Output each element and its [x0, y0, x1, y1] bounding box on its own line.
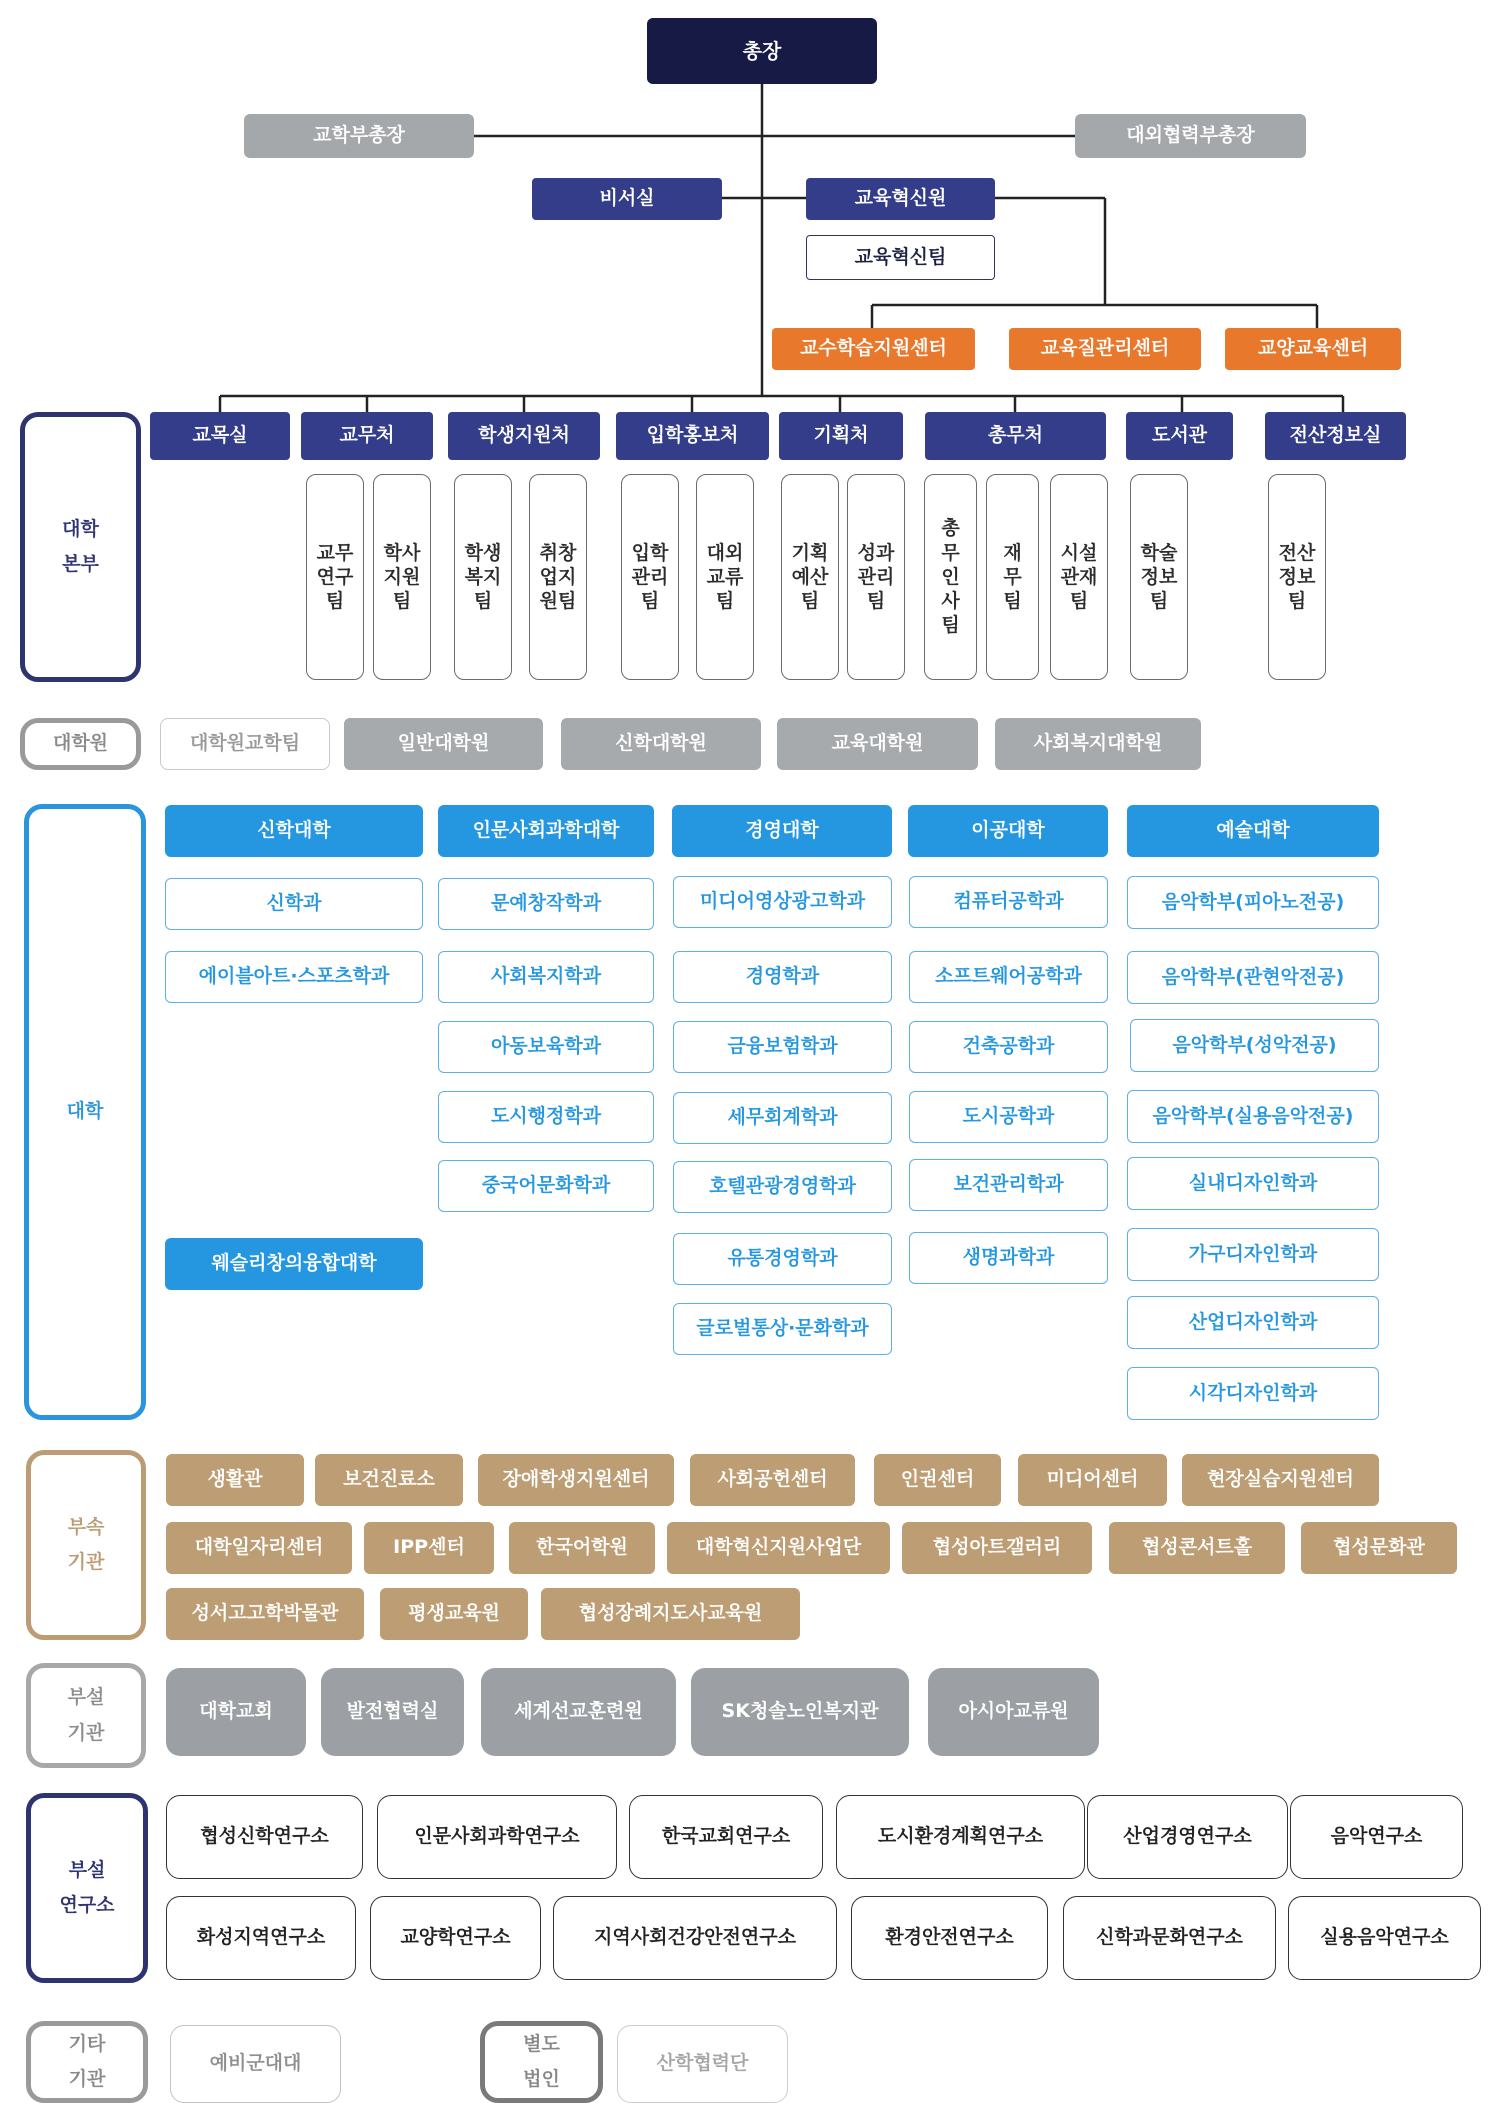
team-box[interactable]: 전산정보팀 [1268, 474, 1326, 680]
affiliated-box[interactable]: IPP센터 [364, 1522, 494, 1574]
institute-box[interactable]: 교양학연구소 [370, 1896, 541, 1980]
attached-box[interactable]: 아시아교류원 [928, 1668, 1099, 1756]
attached-box[interactable]: SK청솔노인복지관 [691, 1668, 909, 1756]
academic-vice-president-box[interactable]: 교학부총장 [244, 114, 474, 158]
graduate-school-box[interactable]: 일반대학원 [344, 718, 543, 770]
department-box[interactable]: 글로벌통상·문화학과 [673, 1303, 892, 1355]
graduate-school-box[interactable]: 사회복지대학원 [995, 718, 1201, 770]
section-graduate: 대학원 [20, 718, 141, 770]
team-box[interactable]: 기획예산팀 [781, 474, 839, 680]
department-box[interactable]: 아동보육학과 [438, 1021, 654, 1073]
affiliated-box[interactable]: 생활관 [166, 1454, 304, 1506]
team-box[interactable]: 총무인사팀 [924, 474, 977, 680]
institute-box[interactable]: 음악연구소 [1290, 1795, 1463, 1879]
affiliated-box[interactable]: 미디어센터 [1018, 1454, 1167, 1506]
institute-box[interactable]: 도시환경계획연구소 [836, 1795, 1085, 1879]
institute-box[interactable]: 환경안전연구소 [851, 1896, 1048, 1980]
office-box[interactable]: 교무처 [301, 412, 433, 460]
center-box[interactable]: 교육질관리센터 [1009, 328, 1201, 370]
department-box[interactable]: 실내디자인학과 [1127, 1157, 1379, 1210]
department-box[interactable]: 미디어영상광고학과 [673, 876, 892, 928]
attached-box[interactable]: 발전협력실 [321, 1668, 464, 1756]
section-separate: 별도 법인 [480, 2021, 603, 2103]
department-box[interactable]: 보건관리학과 [909, 1159, 1108, 1211]
department-box[interactable]: 경영학과 [673, 951, 892, 1003]
affiliated-box[interactable]: 대학일자리센터 [166, 1522, 352, 1574]
affiliated-box[interactable]: 협성장례지도사교육원 [541, 1588, 800, 1640]
college-box[interactable]: 인문사회과학대학 [438, 805, 654, 857]
office-box[interactable]: 총무처 [925, 412, 1106, 460]
edu-innovation-institute-box[interactable]: 교육혁신원 [806, 178, 995, 220]
department-box[interactable]: 음악학부(성악전공) [1130, 1019, 1379, 1072]
affiliated-box[interactable]: 성서고고학박물관 [166, 1588, 364, 1640]
department-box[interactable]: 사회복지학과 [438, 951, 654, 1003]
section-other: 기타 기관 [26, 2021, 148, 2103]
graduate-school-box[interactable]: 신학대학원 [561, 718, 761, 770]
center-box[interactable]: 교수학습지원센터 [772, 328, 975, 370]
convergence-college-box[interactable]: 웨슬리창의융합대학 [165, 1238, 423, 1290]
institute-box[interactable]: 지역사회건강안전연구소 [553, 1896, 837, 1980]
affiliated-box[interactable]: 현장실습지원센터 [1182, 1454, 1379, 1506]
affiliated-box[interactable]: 인권센터 [874, 1454, 1001, 1506]
college-box[interactable]: 이공대학 [908, 805, 1108, 857]
team-box[interactable]: 취창업지원팀 [529, 474, 587, 680]
team-box[interactable]: 재무팀 [986, 474, 1039, 680]
affiliated-box[interactable]: 협성콘서트홀 [1109, 1522, 1285, 1574]
attached-box[interactable]: 대학교회 [166, 1668, 306, 1756]
team-box[interactable]: 학생복지팀 [454, 474, 512, 680]
college-box[interactable]: 신학대학 [165, 805, 423, 857]
department-box[interactable]: 금융보험학과 [673, 1021, 892, 1073]
affiliated-box[interactable]: 대학혁신지원사업단 [667, 1522, 890, 1574]
department-box[interactable]: 산업디자인학과 [1127, 1296, 1379, 1349]
section-institutes: 부설 연구소 [26, 1793, 148, 1983]
department-box[interactable]: 소프트웨어공학과 [909, 951, 1108, 1003]
graduate-admin-team-box[interactable]: 대학원교학팀 [160, 718, 330, 770]
affiliated-box[interactable]: 평생교육원 [380, 1588, 528, 1640]
external-vice-president-box[interactable]: 대외협력부총장 [1075, 114, 1306, 158]
college-box[interactable]: 경영대학 [672, 805, 892, 857]
center-box[interactable]: 교양교육센터 [1225, 328, 1401, 370]
section-colleges: 대학 [24, 804, 146, 1420]
president-box[interactable]: 총장 [647, 18, 877, 84]
department-box[interactable]: 음악학부(피아노전공) [1127, 876, 1379, 929]
department-box[interactable]: 음악학부(실용음악전공) [1127, 1090, 1379, 1143]
affiliated-box[interactable]: 협성문화관 [1301, 1522, 1457, 1574]
team-box[interactable]: 교무연구팀 [306, 474, 364, 680]
department-box[interactable]: 도시행정학과 [438, 1091, 654, 1143]
team-box[interactable]: 학사지원팀 [373, 474, 431, 680]
institute-box[interactable]: 한국교회연구소 [629, 1795, 823, 1879]
department-box[interactable]: 가구디자인학과 [1127, 1228, 1379, 1281]
college-box[interactable]: 예술대학 [1127, 805, 1379, 857]
department-box[interactable]: 문예창작학과 [438, 878, 654, 930]
industry-cooperation-box[interactable]: 산학협력단 [617, 2025, 788, 2103]
edu-innovation-team-box[interactable]: 교육혁신팀 [806, 235, 995, 280]
institute-box[interactable]: 인문사회과학연구소 [377, 1795, 617, 1879]
office-box[interactable]: 기획처 [779, 412, 903, 460]
affiliated-box[interactable]: 장애학생지원센터 [478, 1454, 674, 1506]
team-box[interactable]: 시설관재팀 [1050, 474, 1108, 680]
graduate-school-box[interactable]: 교육대학원 [777, 718, 978, 770]
institute-box[interactable]: 협성신학연구소 [166, 1795, 363, 1879]
department-box[interactable]: 시각디자인학과 [1127, 1367, 1379, 1420]
team-box[interactable]: 학술정보팀 [1130, 474, 1188, 680]
department-box[interactable]: 호텔관광경영학과 [673, 1161, 892, 1213]
office-box[interactable]: 도서관 [1126, 412, 1233, 460]
section-headquarters: 대학 본부 [20, 412, 141, 682]
department-box[interactable]: 생명과학과 [909, 1232, 1108, 1284]
institute-box[interactable]: 실용음악연구소 [1288, 1896, 1481, 1980]
institute-box[interactable]: 신학과문화연구소 [1063, 1896, 1276, 1980]
office-box[interactable]: 교목실 [150, 412, 290, 460]
attached-box[interactable]: 세계선교훈련원 [481, 1668, 676, 1756]
reserve-unit-box[interactable]: 예비군대대 [170, 2025, 341, 2103]
department-box[interactable]: 음악학부(관현악전공) [1127, 951, 1379, 1004]
affiliated-box[interactable]: 협성아트갤러리 [902, 1522, 1092, 1574]
department-box[interactable]: 건축공학과 [909, 1021, 1108, 1073]
institute-box[interactable]: 산업경영연구소 [1087, 1795, 1288, 1879]
office-box[interactable]: 전산정보실 [1265, 412, 1406, 460]
institute-box[interactable]: 화성지역연구소 [166, 1896, 356, 1980]
team-box[interactable]: 대외교류팀 [696, 474, 754, 680]
office-box[interactable]: 학생지원처 [448, 412, 600, 460]
department-box[interactable]: 에이블아트·스포츠학과 [165, 951, 423, 1003]
department-box[interactable]: 중국어문화학과 [438, 1160, 654, 1212]
department-box[interactable]: 유통경영학과 [673, 1233, 892, 1285]
section-attached: 부설 기관 [26, 1663, 146, 1768]
section-affiliated: 부속 기관 [26, 1450, 146, 1640]
department-box[interactable]: 세무회계학과 [673, 1092, 892, 1144]
team-box[interactable]: 성과관리팀 [847, 474, 905, 680]
affiliated-box[interactable]: 사회공헌센터 [690, 1454, 855, 1506]
department-box[interactable]: 신학과 [165, 878, 423, 930]
affiliated-box[interactable]: 한국어학원 [509, 1522, 655, 1574]
office-box[interactable]: 입학홍보처 [616, 412, 769, 460]
secretary-office-box[interactable]: 비서실 [532, 178, 722, 220]
department-box[interactable]: 도시공학과 [909, 1091, 1108, 1143]
affiliated-box[interactable]: 보건진료소 [315, 1454, 463, 1506]
team-box[interactable]: 입학관리팀 [621, 474, 679, 680]
department-box[interactable]: 컴퓨터공학과 [909, 876, 1108, 928]
